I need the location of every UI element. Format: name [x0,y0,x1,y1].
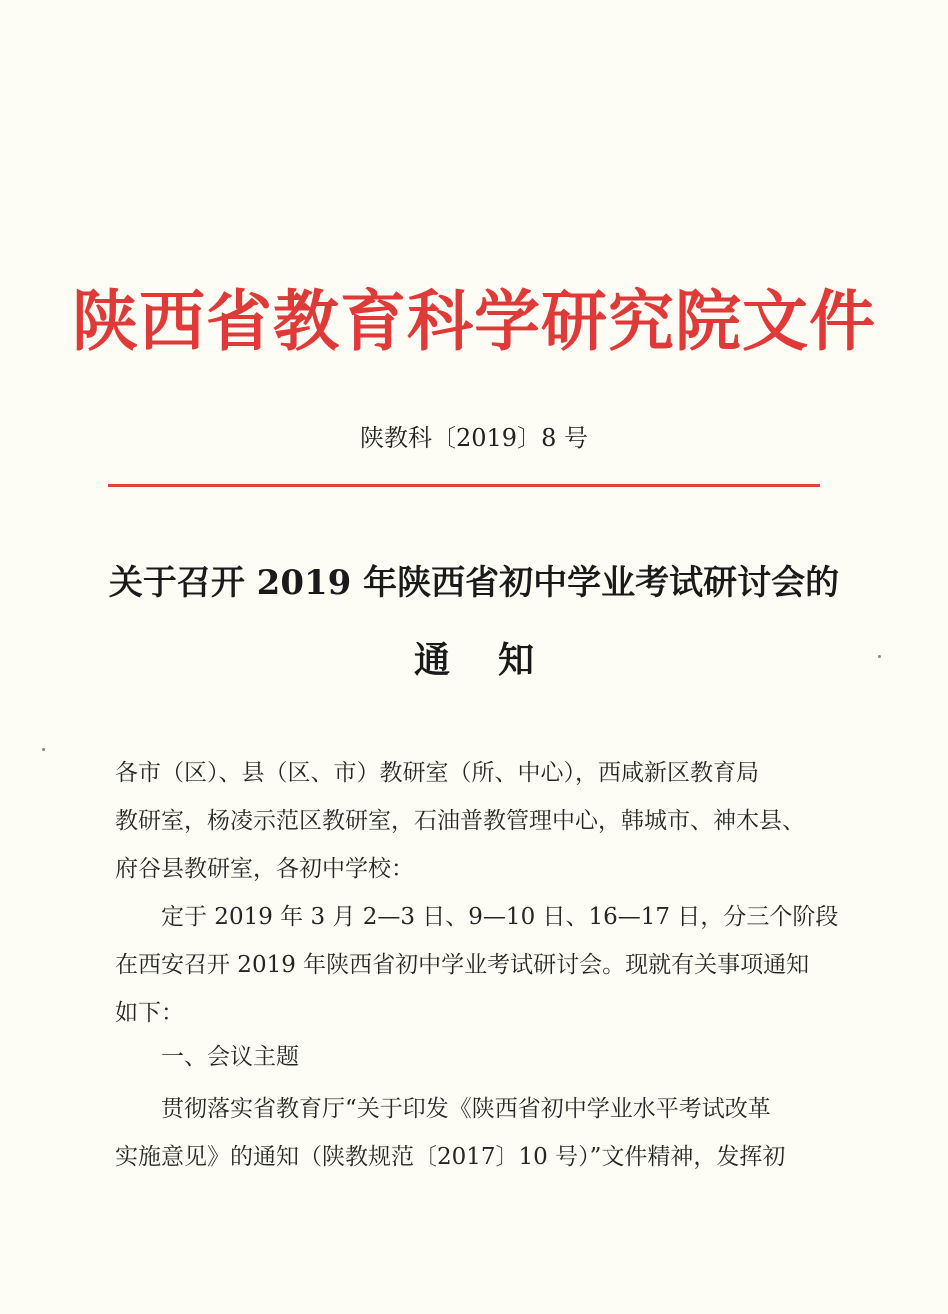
section-heading-text: 一、会议主题 [161,1044,299,1070]
scan-speck [878,655,881,658]
paragraph-line: 定于 2019 年 3 月 2—3 日、9—10 日、16—17 日，分三个阶段 [161,904,839,930]
red-divider-line [108,484,820,487]
document-number: 陕教科〔2019〕8 号 [360,424,588,452]
paper-show-through [110,120,850,292]
section-heading [115,1033,845,1081]
addressee-line: 教研室，杨凌示范区教研室，石油普教管理中心，韩城市、神木县、 [115,808,805,834]
notice-title-line-1: 关于召开 2019 年陕西省初中学业考试研讨会的 [108,563,840,603]
scan-speck [42,748,45,751]
addressee-line: 府谷县教研室，各初中学校： [115,856,414,882]
theme-paragraph [115,1085,845,1181]
paragraph-line: 如下： [115,1000,184,1026]
paragraph-line: 在西安召开 2019 年陕西省初中学业考试研讨会。现就有关事项通知 [115,952,810,978]
intro-paragraph [115,893,845,1037]
paragraph-line: 实施意见》的通知（陕教规范〔2017〕10 号）”文件精神，发挥初 [115,1144,786,1170]
issuing-organization-title: 陕西省教育科学研究院文件 [72,283,876,360]
notice-title-line-2: 通知 [413,639,582,681]
addressee-block [115,749,845,893]
addressee-line: 各市（区）、县（区、市）教研室（所、中心），西咸新区教育局 [115,760,759,786]
paragraph-line: 贯彻落实省教育厅“关于印发《陕西省初中学业水平考试改革 [161,1096,771,1122]
